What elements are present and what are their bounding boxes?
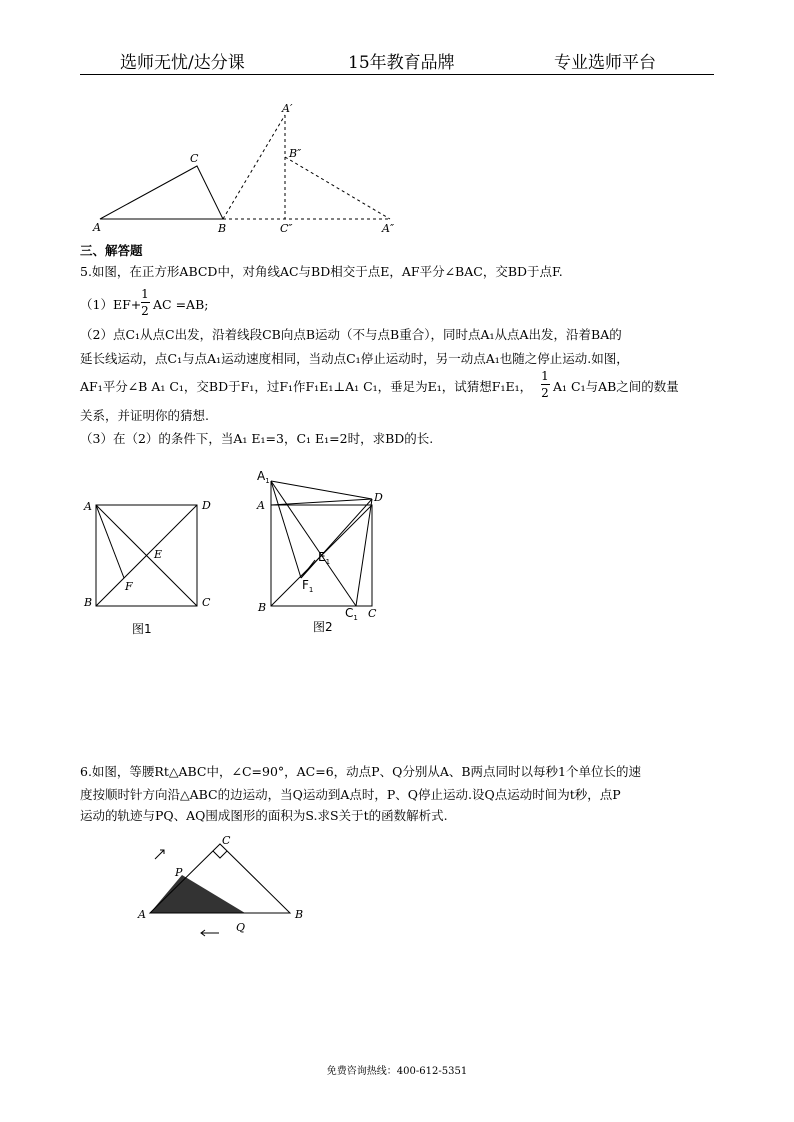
label-a-prime: A′ bbox=[282, 102, 293, 115]
fig2-label-e1: $E_1$ bbox=[318, 550, 331, 566]
header-left: 选师无忧/达分课 bbox=[120, 53, 245, 73]
label-c: C bbox=[190, 152, 199, 165]
q5-p1-suffix: AC =AB; bbox=[153, 297, 209, 312]
fig3-label-b: B bbox=[295, 908, 304, 921]
figure-triangle-rotation bbox=[0, 0, 794, 240]
q5-p1-frac-bar bbox=[141, 302, 150, 303]
label-a-dprime: A″ bbox=[382, 222, 395, 235]
figure-1-square bbox=[80, 490, 220, 650]
q5-p2-frac-bar bbox=[541, 384, 550, 385]
q5-p1-frac-num: 1 bbox=[141, 287, 149, 301]
q5-p3: （3）在（2）的条件下，当A₁ E₁=3，C₁ E₁=2时，求BD的长. bbox=[80, 431, 434, 446]
shaded-region bbox=[150, 875, 245, 913]
q5-p2-line4: 关系，并证明你的猜想. bbox=[80, 408, 209, 423]
q5-p2-frac-num: 1 bbox=[541, 369, 549, 383]
footer-hotline: 免费咨询热线：400-612-5351 bbox=[326, 1066, 468, 1077]
fig1-label-b: B bbox=[84, 596, 93, 609]
header-right: 专业选师平台 bbox=[554, 53, 656, 73]
q6-line3: 运动的轨迹与PQ、AQ围成图形的面积为S.求S关于t的函数解析式. bbox=[80, 808, 448, 823]
section-title: 三、解答题 bbox=[80, 243, 143, 258]
fig2-label-c1: $C_1$ bbox=[345, 606, 358, 622]
q5-p2-frac-den: 2 bbox=[541, 386, 549, 400]
fig2-label-a: A bbox=[257, 499, 265, 512]
fig1-caption: 图1 bbox=[132, 622, 152, 636]
label-b: B bbox=[218, 222, 227, 235]
fig2-caption: 图2 bbox=[313, 620, 333, 634]
fig3-label-c: C bbox=[222, 834, 231, 847]
q5-stem: 5.如图，在正方形ABCD中，对角线AC与BD相交于点E，AF平分∠BAC，交BD于点F. bbox=[80, 264, 563, 279]
label-a: A bbox=[93, 221, 101, 234]
fig2-label-d: D bbox=[374, 491, 383, 504]
label-c-dprime: C″ bbox=[280, 222, 293, 235]
fig3-label-q: Q bbox=[236, 921, 246, 934]
fig1-label-e: E bbox=[154, 548, 163, 561]
triangle-abc bbox=[100, 166, 223, 219]
q6-line1: 6.如图，等腰Rt△ABC中，∠C=90°，AC=6，动点P、Q分别从A、B两点同时以每秒1个单位长的速 bbox=[80, 764, 641, 779]
fig1-label-a: A bbox=[84, 500, 92, 513]
fig1-label-d: D bbox=[202, 499, 211, 512]
fig2-label-a1: $A_1$ bbox=[257, 469, 270, 485]
fig2-label-b: B bbox=[258, 601, 267, 614]
label-b-dprime: B″ bbox=[289, 147, 302, 160]
fig3-label-p: P bbox=[175, 866, 183, 879]
fig1-label-c: C bbox=[202, 596, 211, 609]
fig2-label-f1: $F_1$ bbox=[302, 578, 314, 594]
header-center: 15年教育品牌 bbox=[348, 53, 455, 73]
q5-p2-line3-prefix: AF₁平分∠B A₁ C₁，交BD于F₁，过F₁作F₁E₁⊥A₁ C₁，垂足为E₁，试猜想F₁E₁， bbox=[80, 379, 533, 394]
q5-p1-prefix: （1）EF+ bbox=[80, 297, 142, 312]
q5-p1-frac-den: 2 bbox=[141, 304, 149, 318]
figure-3-triangle bbox=[135, 830, 335, 950]
dashed-construction bbox=[223, 115, 390, 219]
q5-p2-line2: 延长线运动，点C₁与点A₁运动速度相同，当动点C₁停止运动时，另一动点A₁也随之停止运动.如图， bbox=[80, 351, 629, 366]
q5-p2-line3-suffix: A₁ C₁与AB之间的数量 bbox=[553, 379, 679, 394]
q5-p2-line1: （2）点C₁从点C出发，沿着线段CB向点B运动（不与点B重合），同时点A₁从点A出发，沿着BA的 bbox=[80, 327, 622, 342]
q6-line2: 度按顺时针方向沿△ABC的边运动，当Q运动到A点时，P、Q停止运动.设Q点运动时间为t秒，点P bbox=[80, 787, 621, 802]
figure-2-square bbox=[255, 465, 405, 645]
fig3-label-a: A bbox=[138, 908, 146, 921]
fig1-label-f: F bbox=[125, 580, 133, 593]
fig2-label-c: C bbox=[368, 607, 377, 620]
